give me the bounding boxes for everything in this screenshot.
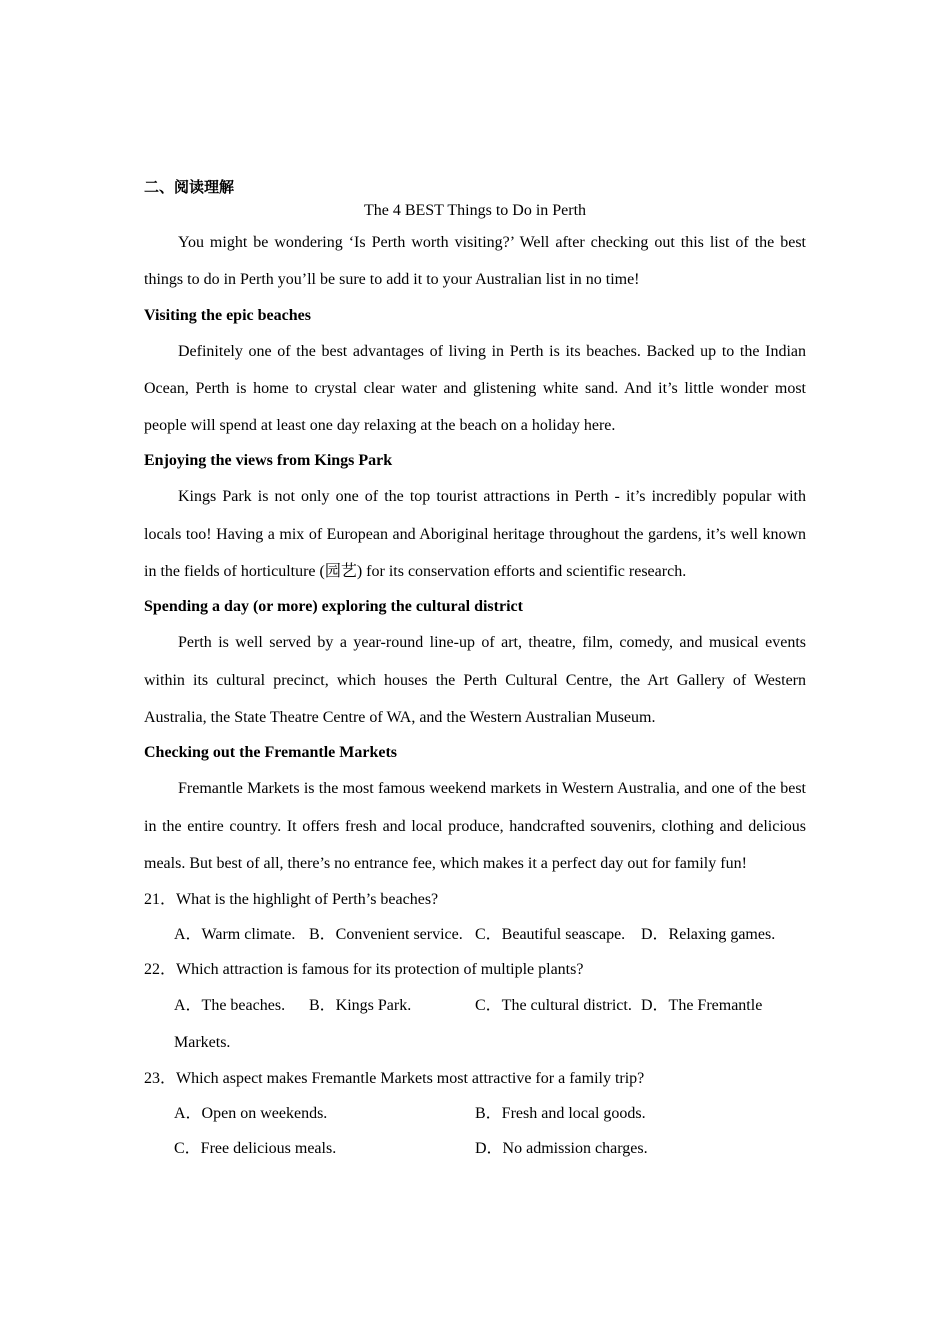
question-options [174,917,806,952]
part-heading: Spending a day (or more) exploring the cultural district [144,598,523,616]
reading-document [144,176,806,1166]
part-paragraph: Perth is well served by a year-round line-up of art, theatre, film, comedy, and musical events within its cultural precinct, which houses the Perth Cultural Centre, the Art Gallery of Western Australia, the State Theatre Centre of WA, and the Western Australian Museum. [144,634,806,726]
question-options [174,1131,806,1166]
intro-paragraph: You might be wondering ‘Is Perth worth visiting?’ Well after checking out this list of the best things to do in Perth you’ll be sure to add it to your Australian list in no time! [144,234,806,289]
passage-title: The 4 BEST Things to Do in Perth [363,202,587,219]
section-heading: 二、阅读理解 [144,178,235,196]
part-heading: Enjoying the views from Kings Park [144,452,393,470]
option-d: D．No admission charges. [475,1140,648,1158]
part-heading: Visiting the epic beaches [144,306,311,324]
part-paragraph: Kings Park is not only one of the top tourist attractions in Perth - it’s incredibly popular with locals too! Having a mix of European and Aboriginal heritage throughout the gardens, it’s well known in the fields of horticulture (园艺) for its conservation efforts and scientific research. [144,488,806,581]
part-paragraph: Definitely one of the best advantages of living in Perth is its beaches. Backed up to the Indian Ocean, Perth is home to crystal clear water and glistening white sand. And it’s little wonder most people will spend at least one day relaxing at the beach on a holiday here. [144,342,806,435]
option-a: A．Open on weekends. [174,1105,328,1123]
option-d-continued: Markets. [174,1034,231,1052]
option-d: D．The Fremantle [641,997,763,1015]
option-b: B．Fresh and local goods. [475,1105,646,1123]
question-options [174,1096,806,1131]
option-d: D．Relaxing games. [641,926,776,944]
part-heading: Checking out the Fremantle Markets [144,744,397,762]
option-a: A．The beaches. [174,997,286,1015]
option-c: C．Free delicious meals. [174,1140,337,1158]
option-a: A．Warm climate. [174,926,296,944]
question-stem: 21．What is the highlight of Perth’s beaches? [144,891,439,909]
option-b: B．Kings Park. [309,997,412,1015]
option-b: B．Convenient service. [309,926,463,944]
part-paragraph: Fremantle Markets is the most famous weekend markets in Western Australia, and one of the best in the entire country. It offers fresh and local produce, handcrafted souvenirs, clothing and delicious meals. But best of all, there’s no entrance fee, which makes it a perfect day out for family fun! [144,780,806,872]
question-stem: 23．Which aspect makes Fremantle Markets most attractive for a family trip? [144,1070,645,1088]
option-c: C．The cultural district. [475,997,632,1015]
question-stem: 22．Which attraction is famous for its protection of multiple plants? [144,961,584,979]
question-options [174,987,806,1024]
option-c: C．Beautiful seascape. [475,926,626,944]
